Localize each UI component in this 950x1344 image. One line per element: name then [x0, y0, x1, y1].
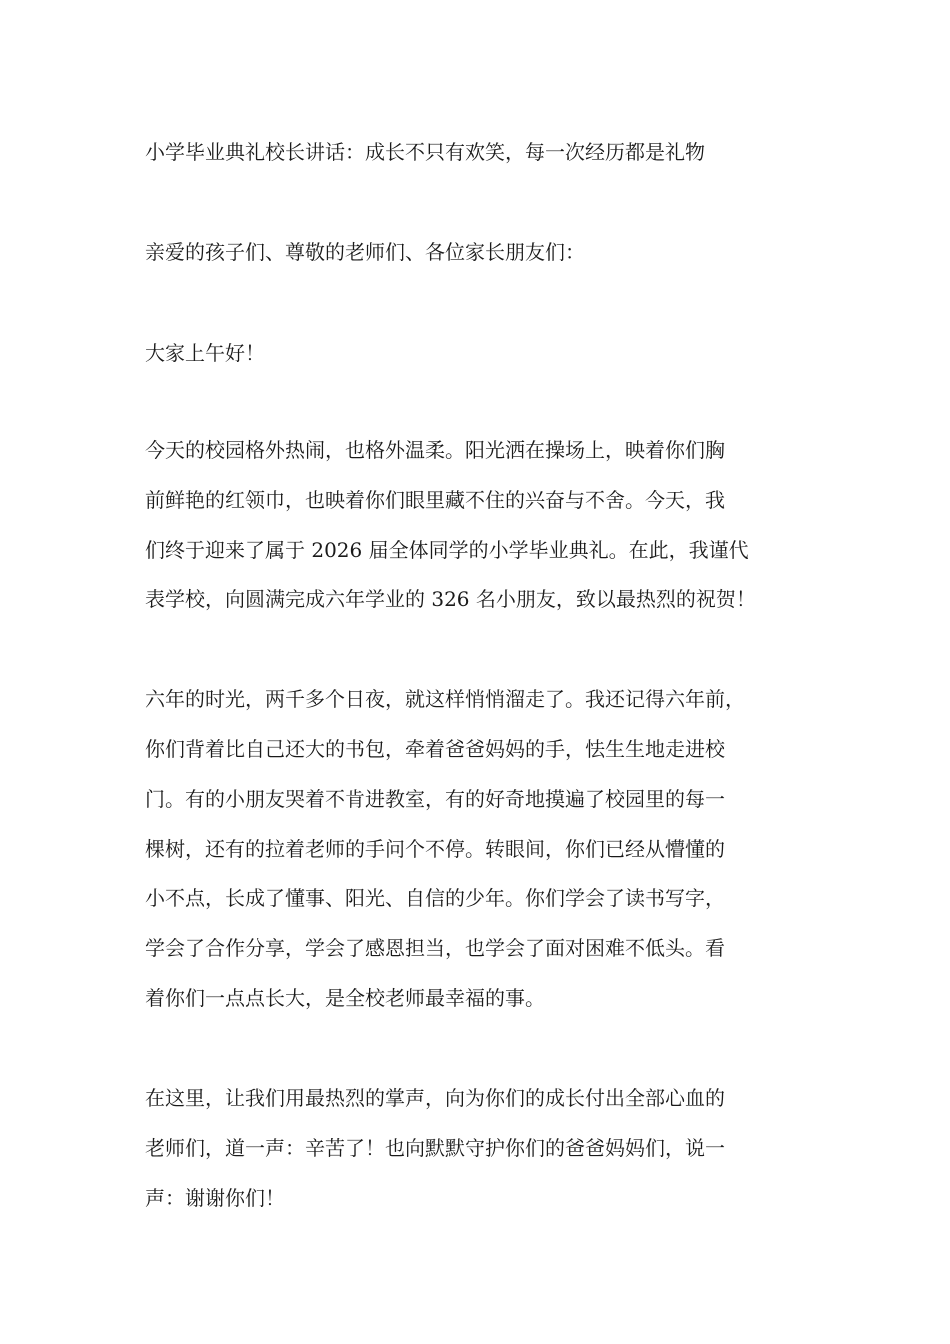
greeting: 大家上午好！: [145, 341, 265, 365]
paragraph-2-line-7: 着你们一点点长大，是全校老师最幸福的事。: [145, 986, 545, 1010]
paragraph-3-line-3: 声：谢谢你们！: [145, 1186, 285, 1210]
paragraph-2-line-5: 小不点，长成了懂事、阳光、自信的少年。你们学会了读书写字，: [145, 886, 725, 910]
paragraph-2-line-4: 棵树，还有的拉着老师的手问个不停。转眼间，你们已经从懵懂的: [145, 837, 725, 861]
paragraph-1-line-2: 前鲜艳的红领巾，也映着你们眼里藏不住的兴奋与不舍。今天，我: [145, 488, 725, 512]
paragraph-2-line-1: 六年的时光，两千多个日夜，就这样悄悄溜走了。我还记得六年前，: [145, 687, 745, 711]
document-title: 小学毕业典礼校长讲话：成长不只有欢笑，每一次经历都是礼物: [145, 140, 705, 164]
paragraph-2-line-2: 你们背着比自己还大的书包，牵着爸爸妈妈的手，怯生生地走进校: [145, 737, 725, 761]
paragraph-2-line-3: 门。有的小朋友哭着不肯进教室，有的好奇地摸遍了校园里的每一: [145, 787, 725, 811]
paragraph-2-line-6: 学会了合作分享，学会了感恩担当，也学会了面对困难不低头。看: [145, 936, 725, 960]
paragraph-3-line-2: 老师们，道一声：辛苦了！也向默默守护你们的爸爸妈妈们，说一: [145, 1136, 725, 1160]
paragraph-1-line-4: 表学校，向圆满完成六年学业的 326 名小朋友，致以最热烈的祝贺！: [145, 587, 756, 611]
paragraph-3-line-1: 在这里，让我们用最热烈的掌声，向为你们的成长付出全部心血的: [145, 1086, 725, 1110]
paragraph-1-line-1: 今天的校园格外热闹，也格外温柔。阳光洒在操场上，映着你们胸: [145, 438, 725, 462]
paragraph-1-line-3: 们终于迎来了属于 2026 届全体同学的小学毕业典礼。在此，我谨代: [145, 538, 749, 562]
salutation: 亲爱的孩子们、尊敬的老师们、各位家长朋友们：: [145, 240, 585, 264]
